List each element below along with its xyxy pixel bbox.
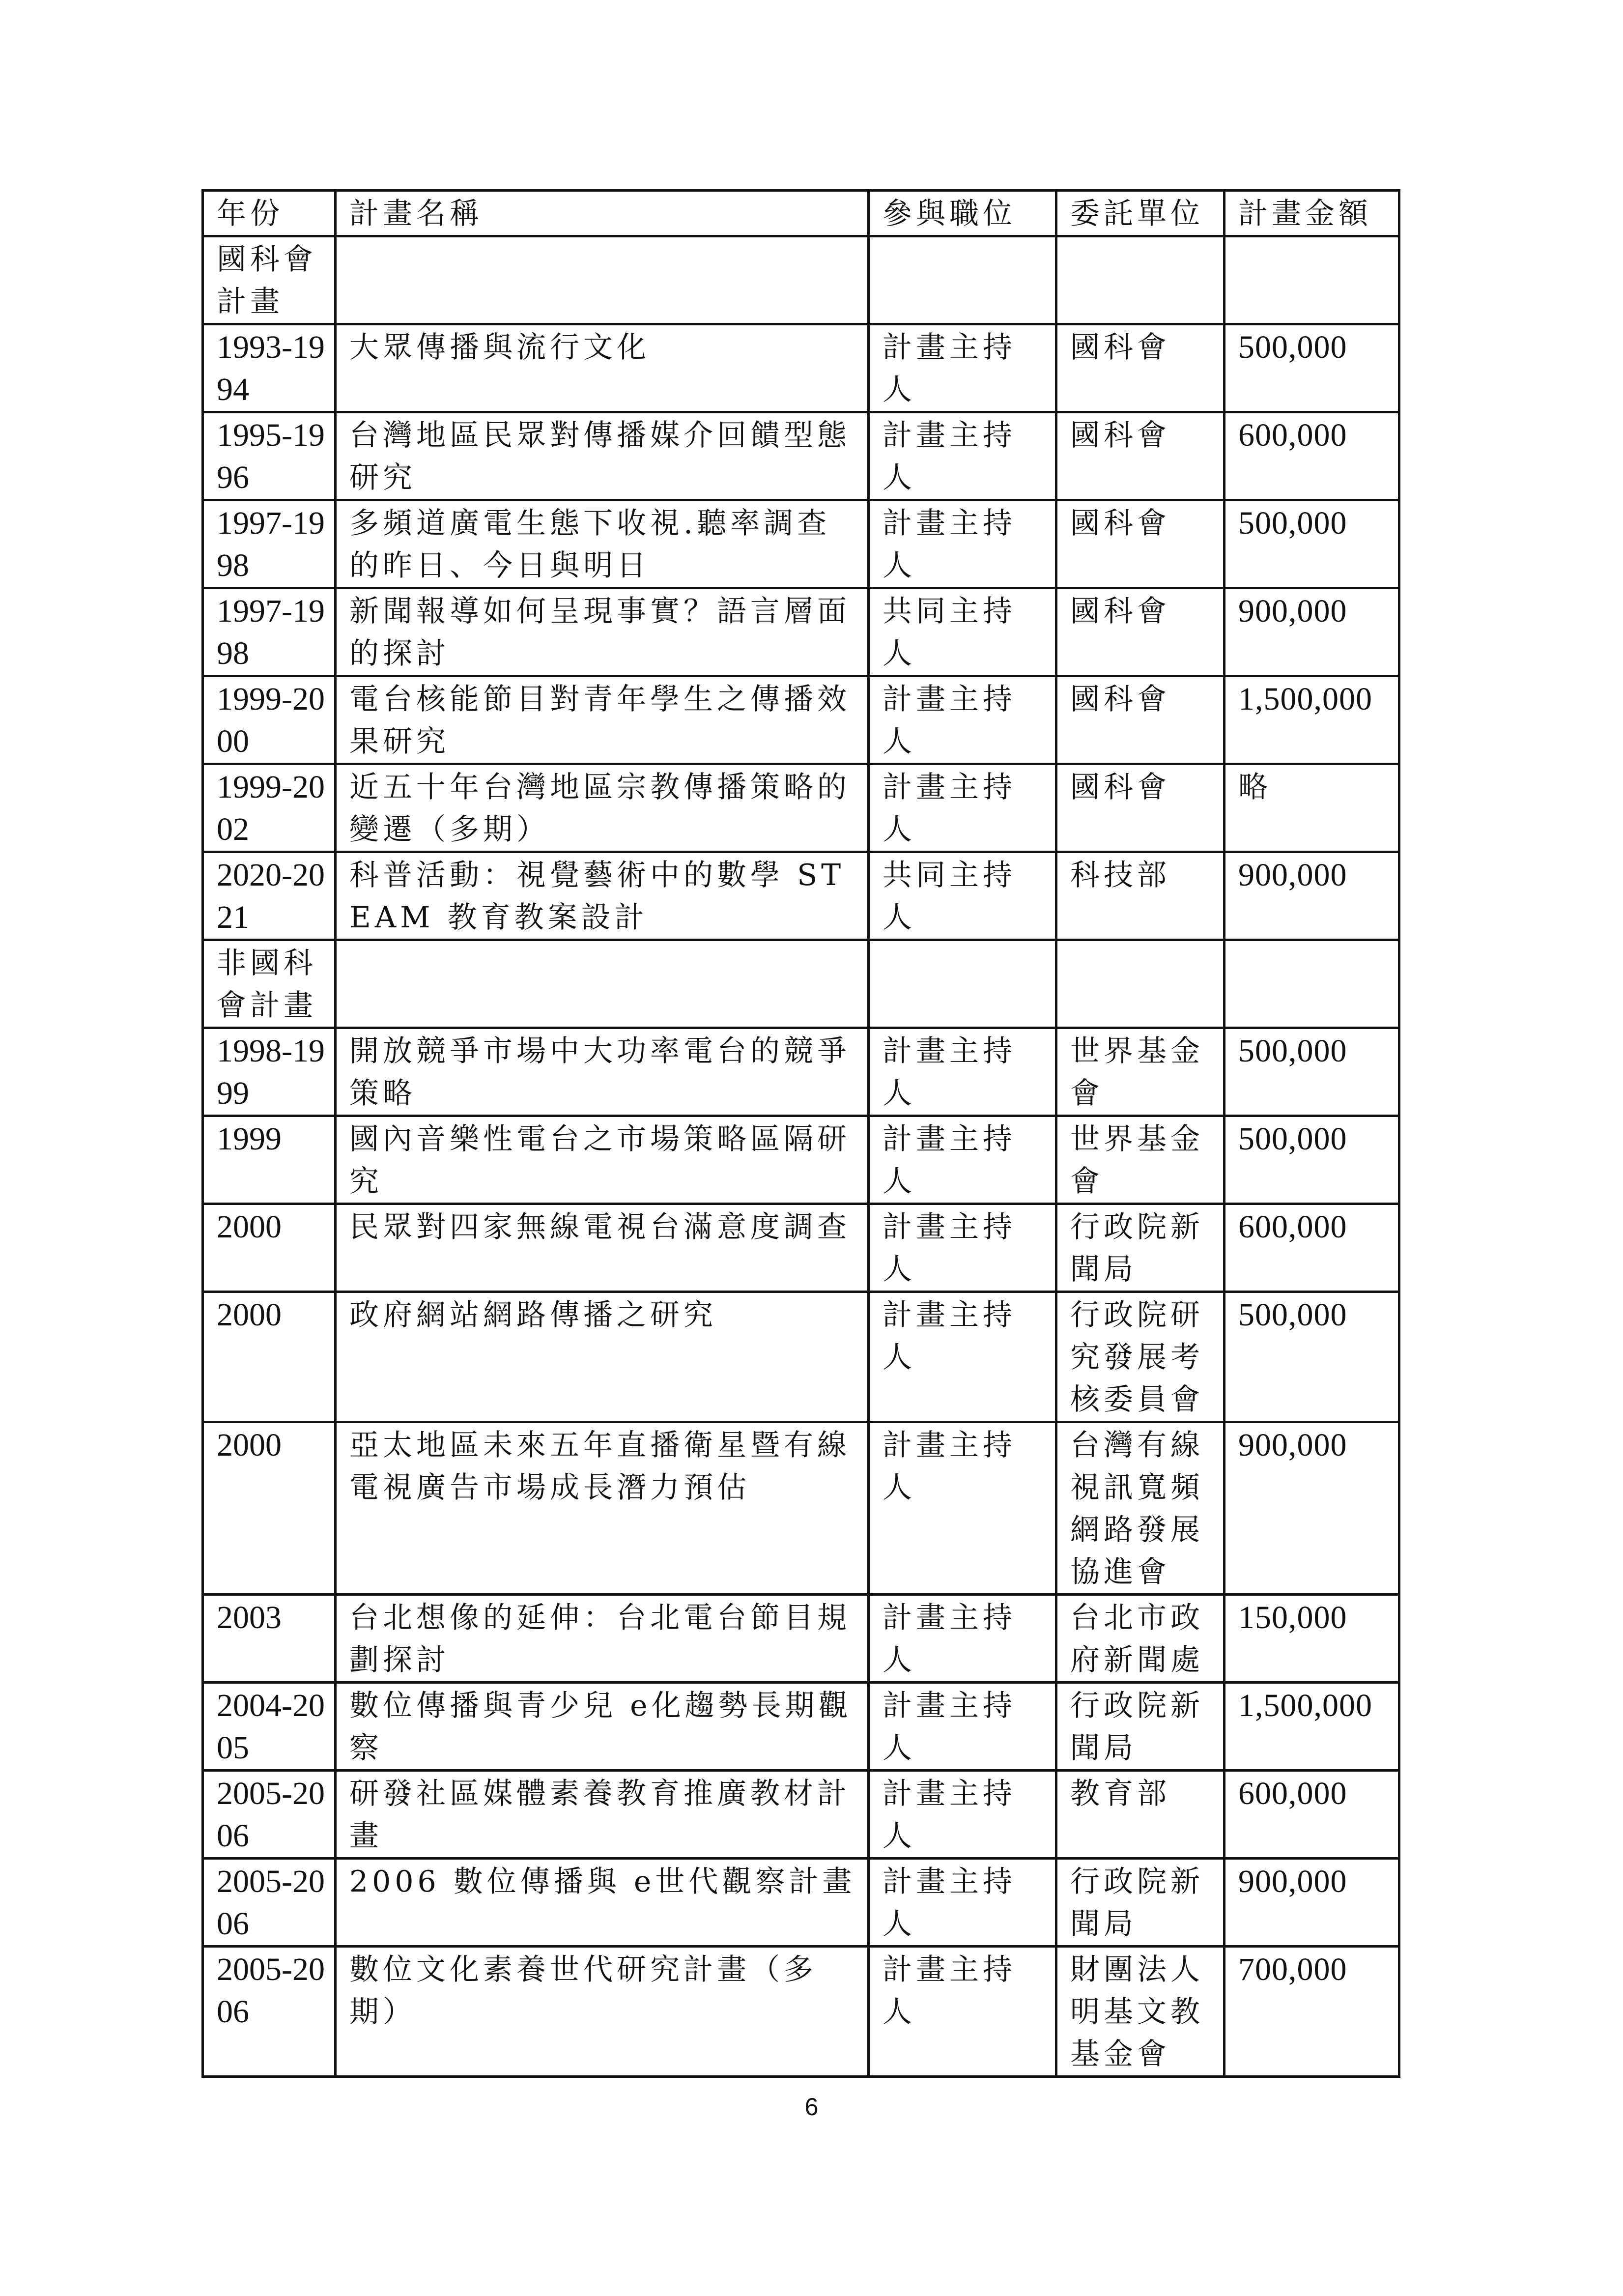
cell-client: 行政院研究發展考核委員會 (1056, 1292, 1224, 1422)
cell-name: 台灣地區民眾對傳播媒介回饋型態研究 (336, 412, 869, 500)
cell-role: 共同主持人 (869, 852, 1056, 940)
cell-client: 台灣有線視訊寬頻網路發展協進會 (1056, 1422, 1224, 1595)
cell-client: 國科會 (1056, 764, 1224, 852)
cell-year: 2020-2021 (203, 852, 336, 940)
cell-year: 1999 (203, 1116, 336, 1204)
table-body (203, 236, 1399, 2077)
cell-year: 1997-1998 (203, 500, 336, 588)
header-client: 委託單位 (1056, 191, 1224, 236)
cell-client: 國科會 (1056, 676, 1224, 764)
cell-client: 世界基金會 (1056, 1028, 1224, 1116)
table-row (203, 412, 1399, 500)
cell-role: 計畫主持人 (869, 676, 1056, 764)
cell-amount: 略 (1224, 764, 1399, 852)
cell-year: 2005-2006 (203, 1771, 336, 1859)
cell-year: 1993-1994 (203, 324, 336, 412)
header-name: 計畫名稱 (336, 191, 869, 236)
cell-amount: 500,000 (1224, 1292, 1399, 1422)
table-row (203, 1204, 1399, 1292)
cell-name: 大眾傳播與流行文化 (336, 324, 869, 412)
cell-year: 2005-2006 (203, 1947, 336, 2077)
section-row (203, 940, 1399, 1028)
empty-cell (869, 236, 1056, 324)
cell-role: 計畫主持人 (869, 1116, 1056, 1204)
cell-role: 計畫主持人 (869, 412, 1056, 500)
cell-year: 2000 (203, 1204, 336, 1292)
section-label: 國科會計畫 (203, 236, 336, 324)
cell-role: 計畫主持人 (869, 1292, 1056, 1422)
cell-client: 國科會 (1056, 324, 1224, 412)
cell-name: 數位傳播與青少兒 e化趨勢長期觀察 (336, 1683, 869, 1771)
cell-amount: 1,500,000 (1224, 1683, 1399, 1771)
cell-client: 教育部 (1056, 1771, 1224, 1859)
cell-client: 科技部 (1056, 852, 1224, 940)
cell-name: 多頻道廣電生態下收視.聽率調查的昨日、今日與明日 (336, 500, 869, 588)
page-number: 6 (804, 2093, 819, 2121)
cell-client: 世界基金會 (1056, 1116, 1224, 1204)
cell-year: 2004-2005 (203, 1683, 336, 1771)
cell-client: 行政院新聞局 (1056, 1859, 1224, 1947)
cell-client: 行政院新聞局 (1056, 1683, 1224, 1771)
table-row (203, 1422, 1399, 1595)
empty-cell (1056, 940, 1224, 1028)
cell-year: 1995-1996 (203, 412, 336, 500)
projects-table (201, 189, 1400, 2078)
cell-year: 2000 (203, 1422, 336, 1595)
cell-amount: 700,000 (1224, 1947, 1399, 2077)
cell-role: 計畫主持人 (869, 500, 1056, 588)
header-role: 參與職位 (869, 191, 1056, 236)
empty-cell (869, 940, 1056, 1028)
cell-amount: 500,000 (1224, 1116, 1399, 1204)
table-row (203, 1859, 1399, 1947)
cell-amount: 500,000 (1224, 1028, 1399, 1116)
section-row (203, 236, 1399, 324)
empty-cell (336, 940, 869, 1028)
cell-role: 計畫主持人 (869, 1859, 1056, 1947)
cell-name: 亞太地區未來五年直播衛星暨有線電視廣告市場成長潛力預估 (336, 1422, 869, 1595)
cell-amount: 600,000 (1224, 1771, 1399, 1859)
cell-name: 近五十年台灣地區宗教傳播策略的變遷（多期） (336, 764, 869, 852)
table-row (203, 324, 1399, 412)
cell-name: 2006 數位傳播與 e世代觀察計畫 (336, 1859, 869, 1947)
table-row (203, 1683, 1399, 1771)
cell-year: 1999-2002 (203, 764, 336, 852)
header-row (203, 191, 1399, 236)
cell-role: 計畫主持人 (869, 1028, 1056, 1116)
cell-year: 1997-1998 (203, 588, 336, 676)
cell-role: 計畫主持人 (869, 1422, 1056, 1595)
table-row (203, 500, 1399, 588)
empty-cell (1224, 940, 1399, 1028)
cell-name: 開放競爭市場中大功率電台的競爭策略 (336, 1028, 869, 1116)
cell-year: 2000 (203, 1292, 336, 1422)
cell-year: 1998-1999 (203, 1028, 336, 1116)
cell-client: 財團法人明基文教基金會 (1056, 1947, 1224, 2077)
cell-amount: 500,000 (1224, 324, 1399, 412)
table-row (203, 852, 1399, 940)
table-row (203, 1028, 1399, 1116)
cell-amount: 600,000 (1224, 412, 1399, 500)
cell-amount: 900,000 (1224, 1422, 1399, 1595)
empty-cell (1056, 236, 1224, 324)
cell-role: 共同主持人 (869, 588, 1056, 676)
header-amount: 計畫金額 (1224, 191, 1399, 236)
table-row (203, 676, 1399, 764)
cell-client: 國科會 (1056, 588, 1224, 676)
cell-role: 計畫主持人 (869, 1947, 1056, 2077)
table-header (203, 191, 1399, 236)
cell-amount: 900,000 (1224, 588, 1399, 676)
empty-cell (1224, 236, 1399, 324)
empty-cell (336, 236, 869, 324)
cell-amount: 600,000 (1224, 1204, 1399, 1292)
cell-role: 計畫主持人 (869, 1595, 1056, 1683)
cell-amount: 500,000 (1224, 500, 1399, 588)
cell-client: 國科會 (1056, 412, 1224, 500)
cell-name: 新聞報導如何呈現事實？語言層面的探討 (336, 588, 869, 676)
cell-name: 電台核能節目對青年學生之傳播效果研究 (336, 676, 869, 764)
cell-name: 台北想像的延伸：台北電台節目規劃探討 (336, 1595, 869, 1683)
cell-name: 政府網站網路傳播之研究 (336, 1292, 869, 1422)
cell-year: 2005-2006 (203, 1859, 336, 1947)
cell-client: 國科會 (1056, 500, 1224, 588)
cell-amount: 900,000 (1224, 1859, 1399, 1947)
cell-name: 研發社區媒體素養教育推廣教材計畫 (336, 1771, 869, 1859)
cell-year: 2003 (203, 1595, 336, 1683)
cell-name: 科普活動：視覺藝術中的數學 STEAM 教育教案設計 (336, 852, 869, 940)
cell-name: 數位文化素養世代研究計畫（多期） (336, 1947, 869, 2077)
table-row (203, 588, 1399, 676)
cell-role: 計畫主持人 (869, 1771, 1056, 1859)
table-row (203, 1292, 1399, 1422)
cell-name: 國內音樂性電台之市場策略區隔研究 (336, 1116, 869, 1204)
cell-role: 計畫主持人 (869, 1204, 1056, 1292)
cell-amount: 1,500,000 (1224, 676, 1399, 764)
cell-role: 計畫主持人 (869, 324, 1056, 412)
table-row (203, 1595, 1399, 1683)
cell-amount: 900,000 (1224, 852, 1399, 940)
header-year: 年份 (203, 191, 336, 236)
cell-amount: 150,000 (1224, 1595, 1399, 1683)
cell-client: 台北市政府新聞處 (1056, 1595, 1224, 1683)
section-label: 非國科會計畫 (203, 940, 336, 1028)
cell-role: 計畫主持人 (869, 764, 1056, 852)
table-row (203, 1116, 1399, 1204)
cell-client: 行政院新聞局 (1056, 1204, 1224, 1292)
table-row (203, 1771, 1399, 1859)
cell-role: 計畫主持人 (869, 1683, 1056, 1771)
cell-name: 民眾對四家無線電視台滿意度調查 (336, 1204, 869, 1292)
table-row (203, 1947, 1399, 2077)
cell-year: 1999-2000 (203, 676, 336, 764)
table-row (203, 764, 1399, 852)
